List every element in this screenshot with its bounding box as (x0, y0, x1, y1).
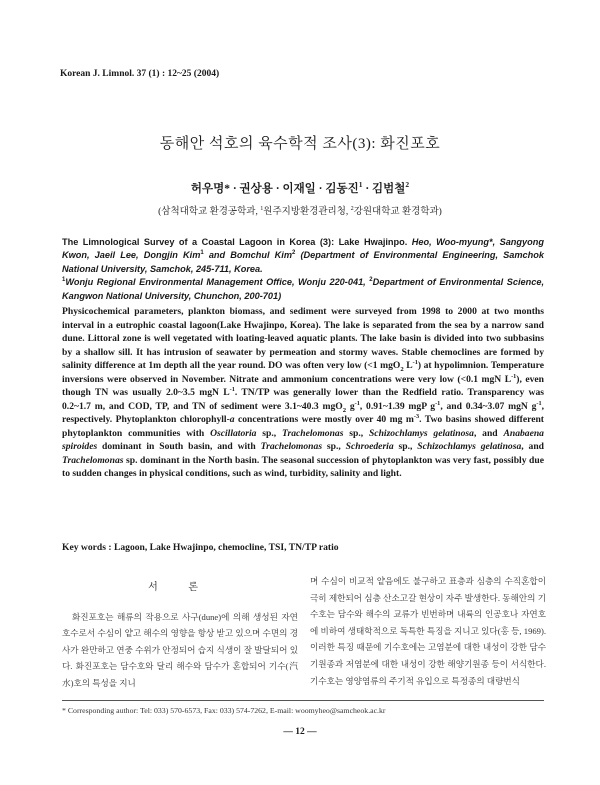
abstract-sup: -1 (229, 385, 235, 393)
author-separator: · (362, 183, 373, 195)
abstract-text: sp., (393, 441, 418, 452)
species-name: Schroederia (345, 441, 394, 452)
species-name: Oscillatoria (210, 427, 257, 439)
affiliation-1: (삼척대학교 환경공학과, (158, 207, 261, 217)
abstract-text: ) at hypolimnion. Temperature inversions were observed in November. Nitrate and ammonium concentrations were very low (<0.1 mgN L (62, 360, 544, 385)
abstract-text: , and 0.34~3.07 mgN g (440, 400, 537, 412)
intro-left-column (62, 578, 298, 692)
affiliation-mark-1: 1 (260, 205, 264, 212)
english-author-mark-1: 1 (200, 250, 204, 257)
author-3: 이재일 (282, 183, 316, 195)
abstract-text: Physicochemical parameters, plankton biomass, and sediment were surveyed from 1998 to 2000 at two months interval in a eutrophic coastal lagoon(Lake Hwajinpo, Korea). The lake is separated from the sea by a narrow sand dune. Littoral zone is well vegetated with loating-leaved aquatic plants. The lake basin is divided into two subbasins by a shallow sill. It has intrusion of seawater by permeation and stormy waves. Stable chemoclines are formed by salinity difference at 1m depth all the year round. DO was often very low (<1 mgO (62, 306, 544, 371)
abstract-text: . Two basins showed different phytoplankton communities with (62, 414, 544, 439)
page-number: — 12 — (283, 727, 317, 737)
korean-title: 동해안 석호의 육수학적 조사(3): 화진포호 (159, 136, 441, 152)
english-affiliation-2: Department of Environmental Science, Kangwon National University, Chunchon, 200-701) (62, 277, 544, 301)
abstract-sup: -1 (354, 399, 360, 407)
abstract-sub: 2 (342, 406, 347, 414)
abstract-text: , and (521, 441, 544, 452)
korean-authors (0, 180, 600, 196)
species-name: Trachelomonas (62, 454, 124, 466)
abstract (62, 305, 544, 481)
footnote-divider (62, 700, 544, 701)
species-name: Schizochlamys gelatinosa (417, 441, 522, 452)
english-title-block (62, 236, 544, 303)
author-5-mark: 2 (405, 180, 410, 190)
abstract-sup: -1 (412, 358, 418, 366)
abstract-text: sp., (322, 441, 346, 452)
journal-reference: Korean J. Limnol. 37 (1) : 12~25 (2004) (60, 69, 220, 79)
author-4-mark: 1 (358, 180, 363, 190)
abstract-text: sp., (256, 427, 282, 439)
abstract-text: , respectively. Phytoplankton chlorophyll- (62, 400, 545, 425)
english-affil-mark-2: 2 (369, 277, 373, 284)
author-separator: · (315, 183, 326, 195)
species-name: Schizochlamys gelatinosa (368, 427, 474, 439)
section-heading: 서 론 (148, 582, 212, 593)
abstract-text: sp. dominant in the North basin. The seasonal succession of phytoplankton was very fast, possibly due to sudden changes in physical conditions, such as wind, turbidity, salinity and light. (62, 454, 544, 479)
english-affiliation-1: Wonju Regional Environmental Management Office, Wonju 220-041, (65, 277, 370, 288)
abstract-sup: -1 (536, 399, 542, 407)
abstract-sup: -1 (511, 372, 517, 380)
abstract-text: L (403, 360, 413, 371)
affiliation-3: 강원대학교 환경학과) (353, 207, 442, 217)
abstract-sub: 2 (400, 365, 404, 373)
author-4: 김동진 (325, 183, 359, 195)
english-author-mark-2: 2 (292, 250, 296, 257)
author-separator: · (229, 183, 240, 195)
english-affil-mark-1: 1 (62, 277, 66, 284)
abstract-text: dominant in South basin, and with (97, 441, 261, 452)
species-name: Trachelomonas (260, 441, 323, 452)
abstract-text: , and (473, 427, 504, 439)
english-title: The Limnological Survey of a Coastal Lagoon in Korea (3): Lake Hwajinpo. (62, 237, 408, 247)
abstract-sup: -1 (435, 399, 441, 407)
affiliation-mark-2: 2 (350, 205, 354, 212)
abstract-text: ), even though TN was usually 2.0~3.5 mgN L (62, 373, 544, 398)
abstract-text: g (346, 400, 355, 412)
intro-right-column (310, 573, 546, 689)
author-separator: · (272, 183, 283, 195)
affiliation-2: 원주지방환경관리청, (263, 207, 351, 217)
intro-paragraph-right: 며 수심이 비교적 얕음에도 불구하고 표층과 심층의 수직혼합이 극히 제한되어 심층 산소고갈 현상이 자주 발생한다. 동해안의 기수호는 담수와 해수의 교류가 빈번하며 내륙의 인공호나 자연호에 비하여 생태학적으로 독특한 특징을 지니고 있다(홍 등, 1969). 이러한 특징 때문에 기수호에는 고염분에 대한 내성이 강한 담수기원종과 저염분에 대한 내성이 강한 해양기원종 등이 서식한다. 기수호는 영양염류의 주기적 유입으로 특정종의 대량번식 (310, 576, 546, 686)
abstract-text: sp., (343, 427, 369, 439)
keywords: Key words : Lagoon, Lake Hwajinpo, chemocline, TSI, TN/TP ratio (62, 542, 339, 553)
intro-paragraph-left: 화진포호는 해류의 작용으로 사구(dune)에 의해 생성된 자연호수로서 수심이 얕고 해수의 영향을 항상 받고 있으며 수면의 경사가 완만하고 연중 수위가 안정되어 습지 식생이 잘 발달되어 있다. 화진포호는 담수호와 달리 해수와 담수가 혼합되어 기수(汽水)호의 특성을 지니 (62, 611, 298, 688)
abstract-text: concentrations were mostly over 40 mg m (234, 414, 414, 425)
species-name: Anabaena spiroides (62, 427, 544, 452)
author-2: 권상용 (239, 183, 273, 195)
abstract-text: , 0.91~1.39 mgP g (359, 400, 436, 412)
english-author-last: and Bomchul Kim (203, 250, 293, 261)
footnote: * Corresponding author: Tel: 033) 570-6573, Fax: 033) 574-7262, E-mail: woomyheo@samcheok.ac.kr (62, 706, 386, 715)
author-5: 김범철 (372, 183, 406, 195)
species-name: Trachelomonas (281, 427, 344, 439)
author-1: 허우명* (190, 183, 230, 195)
abstract-sup: -3 (413, 412, 420, 420)
abstract-italic: a (229, 414, 235, 425)
english-authors: Heo, Woo-myung*, Sangyong Kwon, Jaeil Lee, Dongjin Kim (62, 237, 544, 261)
korean-affiliations (0, 203, 600, 217)
abstract-text: . TN/TP was generally lower than the Redfield ratio. Transparency was 0.2~1.7 m, and COD, TP, and TN of sediment were 3.1~40.3 mgO (62, 387, 544, 412)
english-department: (Department of Environmental Engineering, Samchok National University, Samchok, 245-711, Korea. (62, 250, 544, 274)
